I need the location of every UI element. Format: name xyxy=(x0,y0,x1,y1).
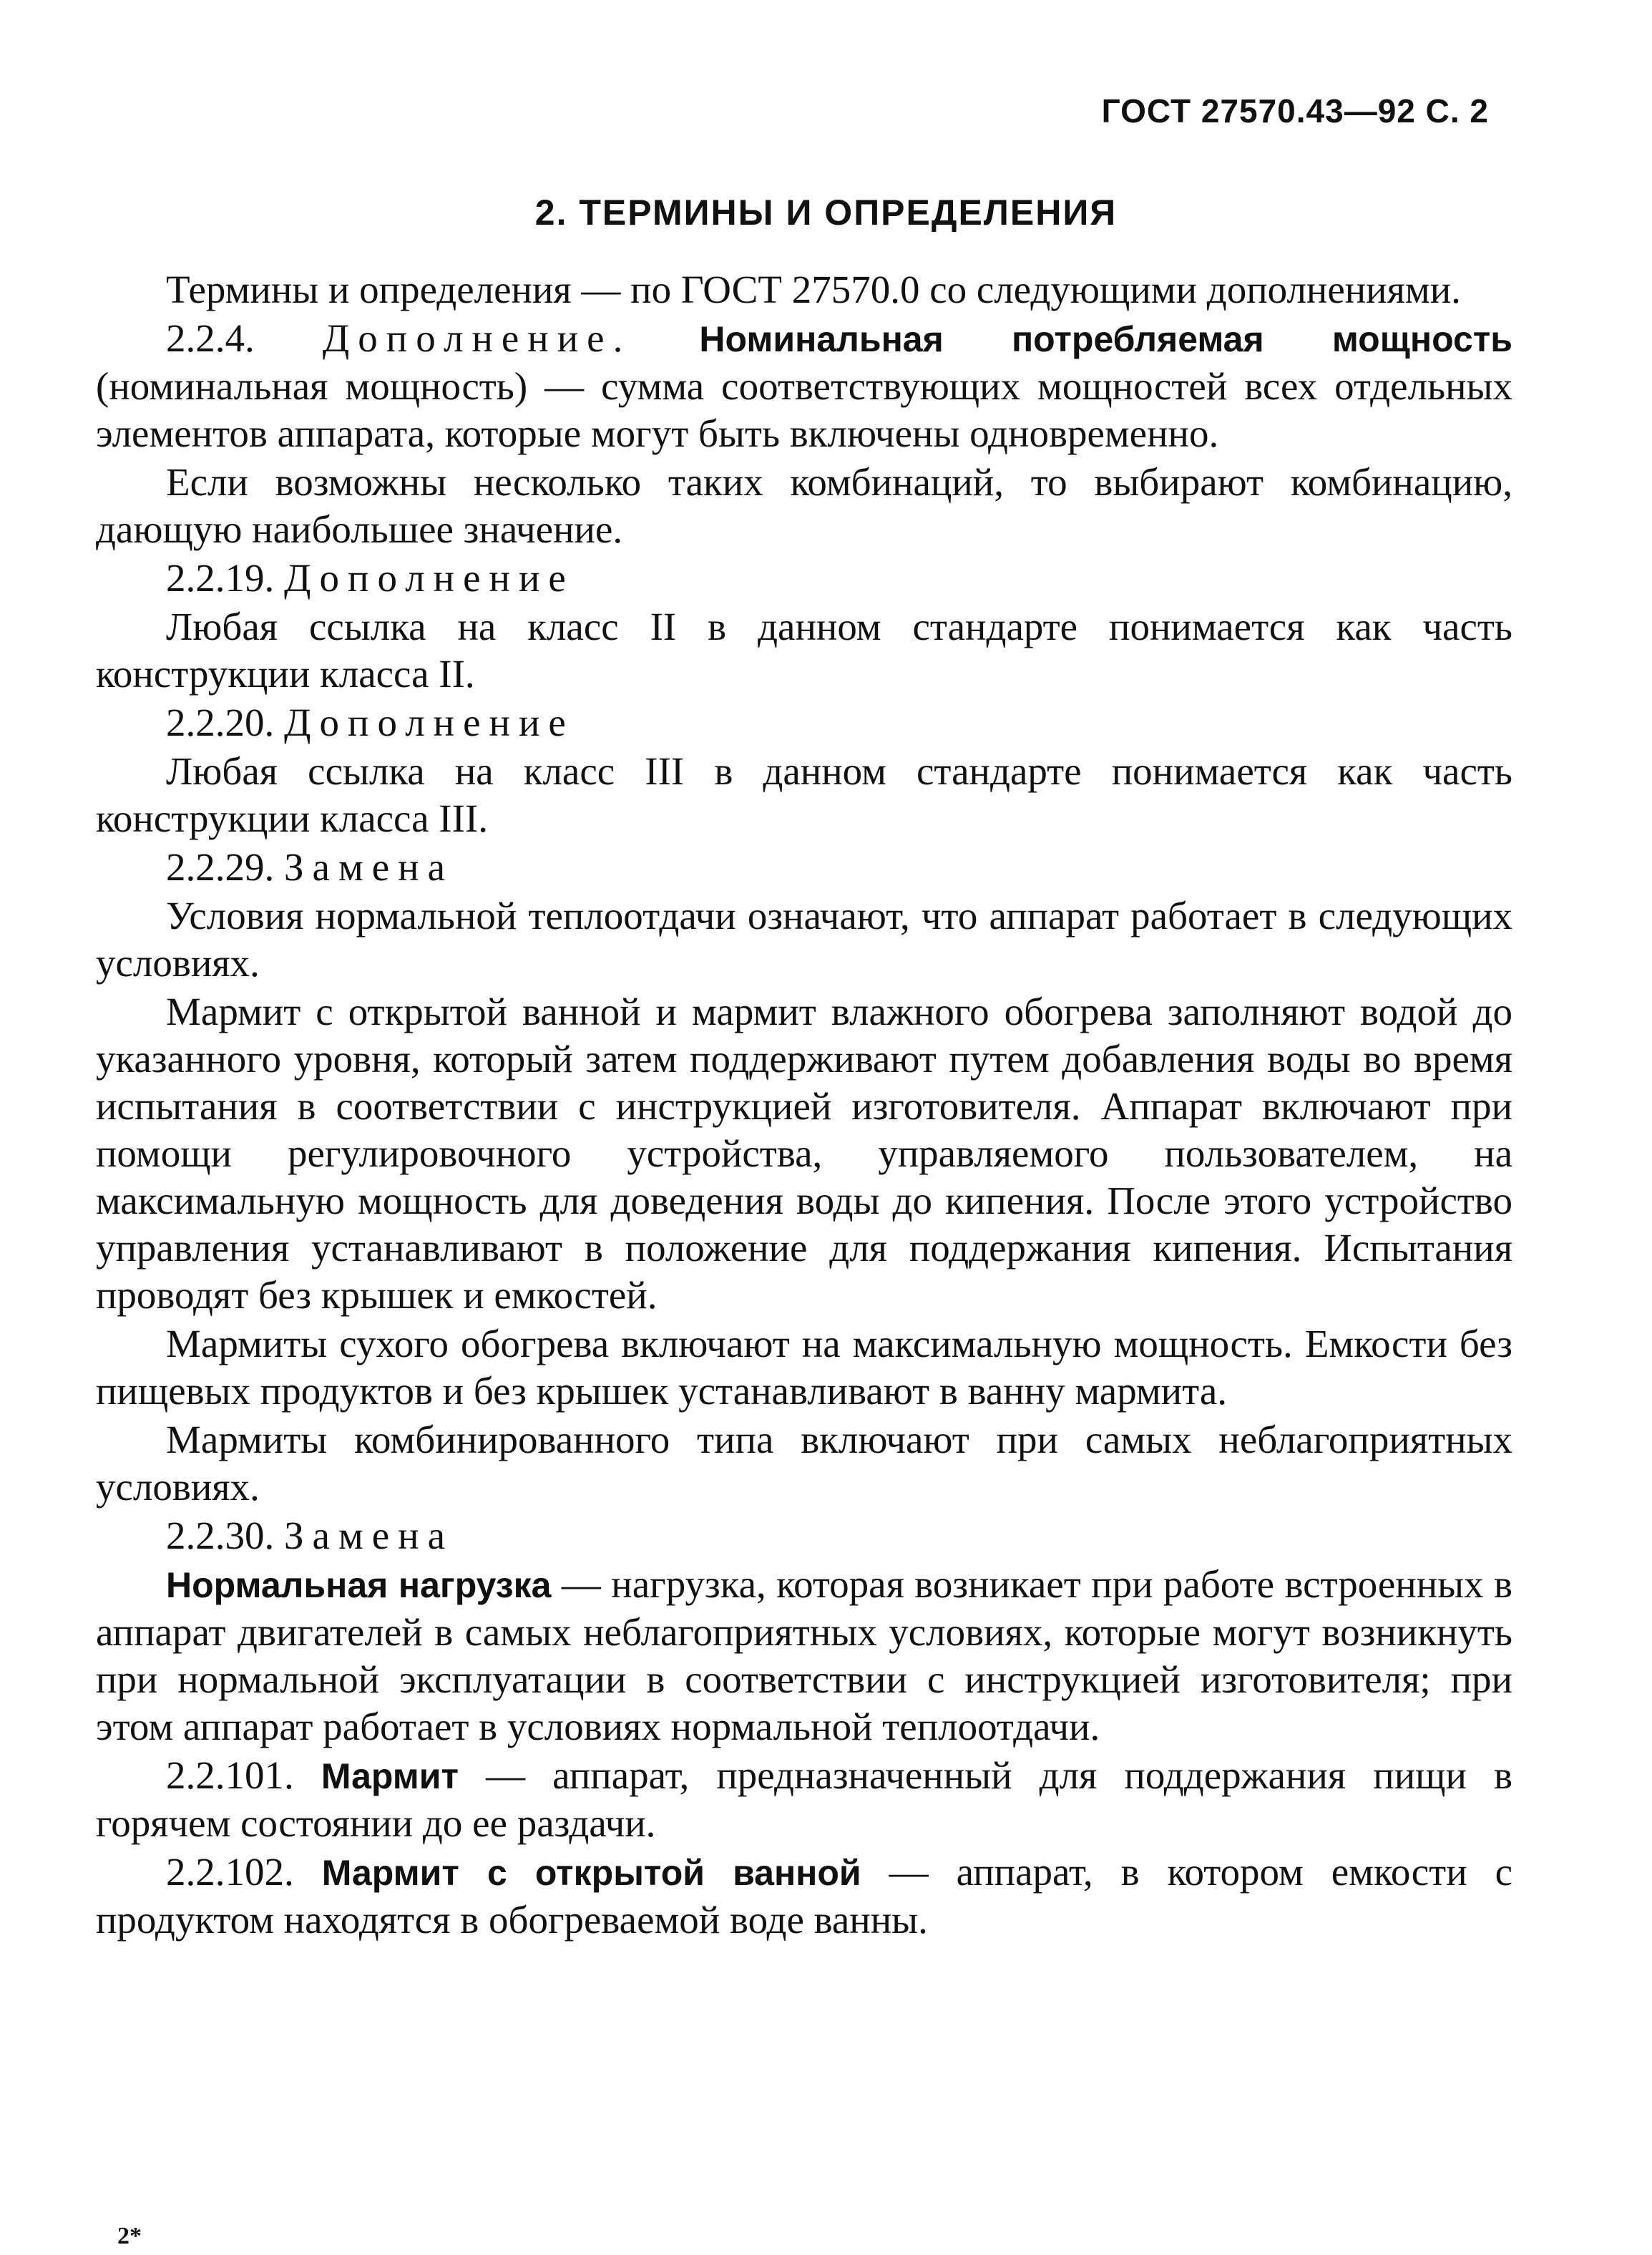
clause-2-2-29-p3: Мармиты сухого обогрева включают на максимальную мощность. Емкости без пищевых продуктов и без крышек устанавливают в ванну мармита. xyxy=(96,1322,1512,1413)
clause-2-2-4 xyxy=(96,315,1512,457)
clause-2-2-101 xyxy=(96,1752,1512,1847)
clause-kind: Дополнение xyxy=(284,701,575,744)
term-definition: — аппарат, предназначенный для поддержания пищи в горячем состоянии до ее раздачи. xyxy=(96,1753,1513,1845)
clause-2-2-4-note: Если возможны несколько таких комбинаций, то выбирают комбинацию, дающую наибольшее значение. xyxy=(96,460,1512,551)
signature-mark: 2* xyxy=(117,2223,142,2249)
clause-2-2-20-text: Любая ссылка на класс III в данном стандарте понимается как часть конструкции класса III. xyxy=(96,749,1512,840)
clause-kind: Дополнение. xyxy=(322,316,632,360)
clause-number: 2.2.20. xyxy=(166,701,275,744)
defined-term: Нормальная нагрузка xyxy=(166,1565,552,1605)
document-body xyxy=(96,266,1512,1944)
clause-number: 2.2.29. xyxy=(166,845,275,889)
clause-2-2-20-heading xyxy=(96,699,1512,746)
clause-number: 2.2.4. xyxy=(166,316,255,360)
clause-2-2-102 xyxy=(96,1849,1512,1944)
clause-2-2-19-text: Любая ссылка на класс II в данном стандарте понимается как часть конструкции класса II. xyxy=(96,605,1512,696)
clause-number: 2.2.102. xyxy=(166,1850,294,1894)
clause-2-2-29-p2: Мармит с открытой ванной и мармит влажного обогрева заполняют водой до указанного уровня, который затем поддерживают путем добавления воды во время испытания в соответствии с инструкцией изготовителя. Аппарат включают при помощи регулировочного устройства, управляемого пользователем, на максимальную мощность для доведения воды до кипения. После этого устройство управления устанавливают в положение для поддержания кипения. Испытания проводят без крышек и емкостей. xyxy=(96,990,1512,1317)
clause-number: 2.2.101. xyxy=(166,1753,294,1797)
clause-kind: Замена xyxy=(284,845,454,889)
clause-2-2-29-p1: Условия нормальной теплоотдачи означают, что аппарат работает в следующих условиях. xyxy=(96,894,1512,985)
section-title: 2. ТЕРМИНЫ И ОПРЕДЕЛЕНИЯ xyxy=(534,193,1118,233)
clause-2-2-30-text xyxy=(96,1561,1512,1750)
running-head: ГОСТ 27570.43—92 С. 2 xyxy=(1101,92,1489,130)
defined-term: Номинальная потребляемая мощность xyxy=(699,319,1512,359)
clause-2-2-19-heading xyxy=(96,555,1512,602)
defined-term: Мармит с открытой ванной xyxy=(321,1853,861,1893)
intro-paragraph: Термины и определения — по ГОСТ 27570.0 со следующими дополнениями. xyxy=(166,268,1461,311)
clause-kind: Дополнение xyxy=(284,556,575,600)
clause-2-2-30-heading xyxy=(96,1512,1512,1559)
clause-2-2-29-heading xyxy=(96,844,1512,891)
term-definition: — нагрузка, которая возникает при работе встроенных в аппарат двигателей в самых неблагоприятных условиях, которые могут возникнуть при нормальной эксплуатации в соответствии с инструкцией изготовителя; при этом аппарат работает в условиях нормальной теплоотдачи. xyxy=(96,1562,1512,1748)
clause-2-2-29-p4: Мармиты комбинированного типа включают при самых неблагоприятных условиях. xyxy=(96,1418,1512,1509)
term-definition: — аппарат, в котором емкости с продуктом находятся в обогреваемой воде ванны. xyxy=(96,1850,1513,1942)
clause-kind: Замена xyxy=(284,1514,454,1557)
clause-number: 2.2.30. xyxy=(166,1514,275,1557)
clause-number: 2.2.19. xyxy=(166,556,275,600)
defined-term: Мармит xyxy=(321,1756,459,1796)
term-definition: (номинальная мощность) — сумма соответствующих мощностей всех отдельных элементов аппарата, которые могут быть включены одновременно. xyxy=(96,364,1512,455)
